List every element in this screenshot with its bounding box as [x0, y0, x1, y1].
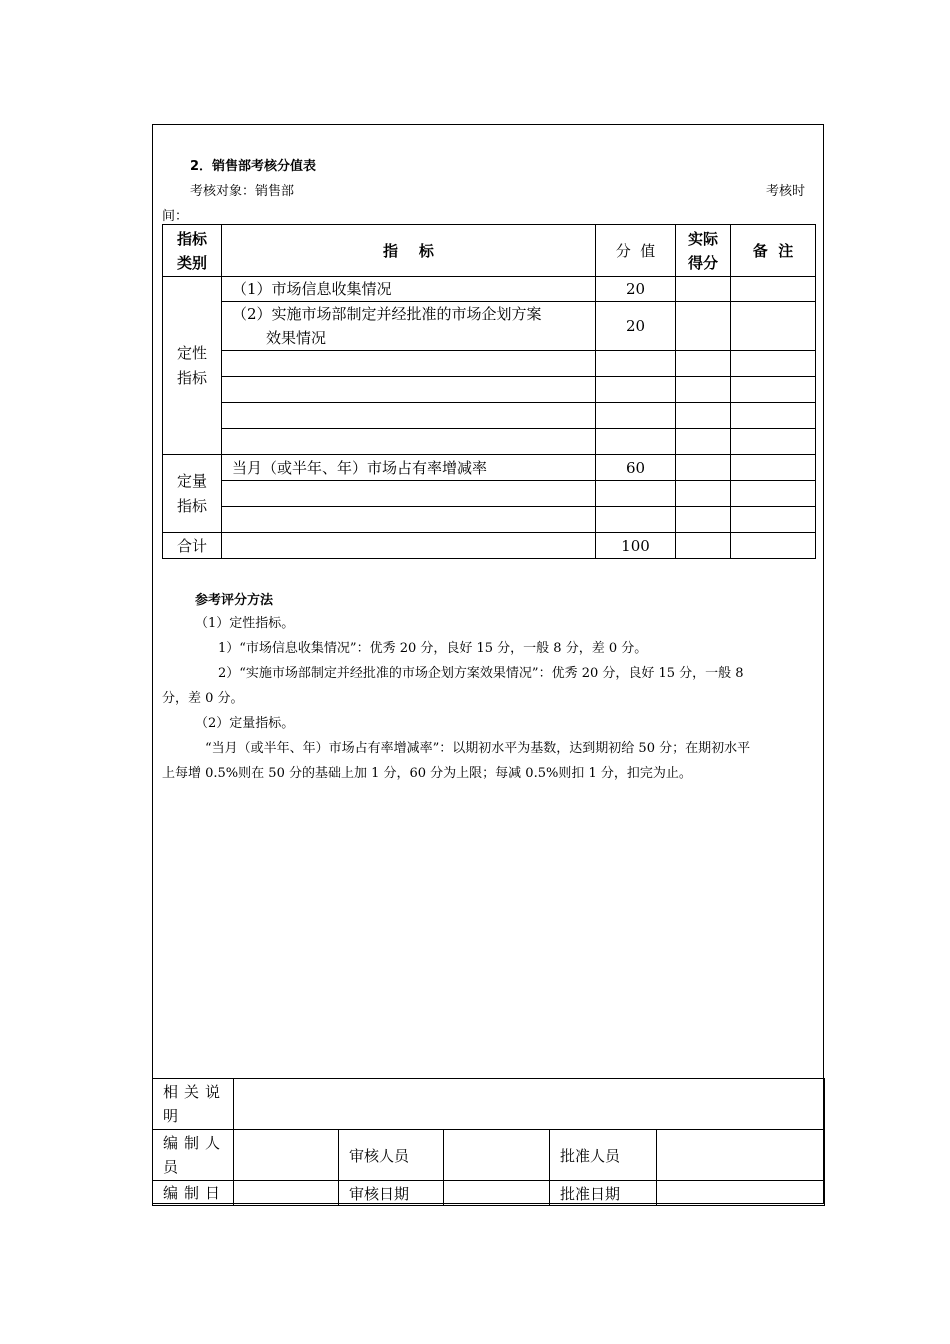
- actual-cell[interactable]: [676, 507, 731, 533]
- assessment-time-label: 考核时: [766, 184, 806, 199]
- indicator-cell: （1）市场信息收集情况: [222, 277, 596, 302]
- method-title: 参考评分方法: [195, 593, 274, 608]
- actual-cell[interactable]: [676, 481, 731, 507]
- method-line: （1）定性指标。: [195, 616, 295, 631]
- remark-cell[interactable]: [731, 351, 816, 377]
- review-date-field[interactable]: [444, 1181, 550, 1206]
- section-title: 2．销售部考核分值表: [190, 159, 317, 174]
- score-cell[interactable]: [596, 351, 676, 377]
- score-cell[interactable]: [596, 429, 676, 455]
- method-line: （2）定量指标。: [195, 716, 295, 731]
- header-category: 指标 类别: [163, 225, 222, 277]
- total-score: 100: [596, 533, 676, 559]
- method-line: 1）“市场信息收集情况”：优秀 20 分，良好 15 分，一般 8 分，差 0 分。: [218, 641, 648, 656]
- signature-table: [152, 1078, 825, 1206]
- header-remark: 备 注: [731, 225, 816, 277]
- indicator-cell[interactable]: [222, 481, 596, 507]
- indicator-cell[interactable]: [222, 351, 596, 377]
- indicator-cell[interactable]: [222, 533, 596, 559]
- total-label: 合计: [163, 533, 222, 559]
- header-indicator: 指 标: [222, 225, 596, 277]
- score-table: [162, 224, 816, 559]
- approver-label: 批准人员: [550, 1130, 657, 1181]
- score-cell[interactable]: [596, 403, 676, 429]
- score-cell: 60: [596, 455, 676, 481]
- table-row: [163, 377, 816, 403]
- reviewer-label: 审核人员: [339, 1130, 444, 1181]
- actual-cell[interactable]: [676, 277, 731, 302]
- table-row: [163, 481, 816, 507]
- remark-cell[interactable]: [731, 302, 816, 351]
- related-notes-field[interactable]: [234, 1079, 825, 1130]
- table-row: [163, 302, 816, 351]
- actual-cell[interactable]: [676, 455, 731, 481]
- table-row: [163, 403, 816, 429]
- actual-cell[interactable]: [676, 302, 731, 351]
- remark-cell[interactable]: [731, 403, 816, 429]
- remark-cell[interactable]: [731, 507, 816, 533]
- editor-label: 编制人 员: [153, 1130, 234, 1181]
- assessment-time-cont: 间：: [162, 209, 189, 224]
- table-row: [163, 429, 816, 455]
- indicator-cell[interactable]: [222, 507, 596, 533]
- remark-cell[interactable]: [731, 429, 816, 455]
- table-row: [163, 351, 816, 377]
- indicator-cell: 当月（或半年、年）市场占有率增减率: [222, 455, 596, 481]
- method-line: 上每增 0.5%则在 50 分的基础上加 1 分，60 分为上限；每减 0.5%则扣 1 分，扣完为止。: [162, 766, 692, 781]
- table-row: [163, 507, 816, 533]
- score-cell: 20: [596, 302, 676, 351]
- remark-cell[interactable]: [731, 533, 816, 559]
- score-cell[interactable]: [596, 377, 676, 403]
- header-actual: 实际 得分: [676, 225, 731, 277]
- remark-cell[interactable]: [731, 481, 816, 507]
- category-quantitative: 定量 指标: [163, 455, 222, 533]
- actual-cell[interactable]: [676, 403, 731, 429]
- remark-cell[interactable]: [731, 277, 816, 302]
- indicator-cell[interactable]: [222, 377, 596, 403]
- edit-date-field[interactable]: [234, 1181, 339, 1206]
- reviewer-field[interactable]: [444, 1130, 550, 1181]
- table-header-row: [163, 225, 816, 277]
- editor-field[interactable]: [234, 1130, 339, 1181]
- actual-cell[interactable]: [676, 533, 731, 559]
- remark-cell[interactable]: [731, 377, 816, 403]
- actual-cell[interactable]: [676, 429, 731, 455]
- personnel-row: [153, 1130, 825, 1181]
- remark-cell[interactable]: [731, 455, 816, 481]
- score-cell[interactable]: [596, 481, 676, 507]
- indicator-cell[interactable]: [222, 403, 596, 429]
- related-notes-row: [153, 1079, 825, 1130]
- indicator-cell: （2）实施市场部制定并经批准的市场企划方案 效果情况: [222, 302, 596, 351]
- date-row: [153, 1181, 825, 1206]
- actual-cell[interactable]: [676, 351, 731, 377]
- table-row: [163, 277, 816, 302]
- edit-date-label: 编制日: [153, 1181, 234, 1206]
- review-date-label: 审核日期: [339, 1181, 444, 1206]
- table-row: [163, 455, 816, 481]
- score-cell[interactable]: [596, 507, 676, 533]
- header-score: 分 值: [596, 225, 676, 277]
- method-line: 分，差 0 分。: [162, 691, 244, 706]
- total-row: [163, 533, 816, 559]
- indicator-cell[interactable]: [222, 429, 596, 455]
- method-line: 2）“实施市场部制定并经批准的市场企划方案效果情况”：优秀 20 分，良好 15 分，一般 8: [218, 666, 744, 681]
- approver-field[interactable]: [657, 1130, 825, 1181]
- assessment-object: 考核对象：销售部: [190, 184, 295, 199]
- score-cell: 20: [596, 277, 676, 302]
- method-line: “当月（或半年、年）市场占有率增减率”：以期初水平为基数，达到期初给 50 分；在期初水平: [205, 741, 751, 756]
- category-qualitative: 定性 指标: [163, 277, 222, 455]
- approve-date-field[interactable]: [657, 1181, 825, 1206]
- approve-date-label: 批准日期: [550, 1181, 657, 1206]
- related-notes-label: 相关说 明: [153, 1079, 234, 1130]
- actual-cell[interactable]: [676, 377, 731, 403]
